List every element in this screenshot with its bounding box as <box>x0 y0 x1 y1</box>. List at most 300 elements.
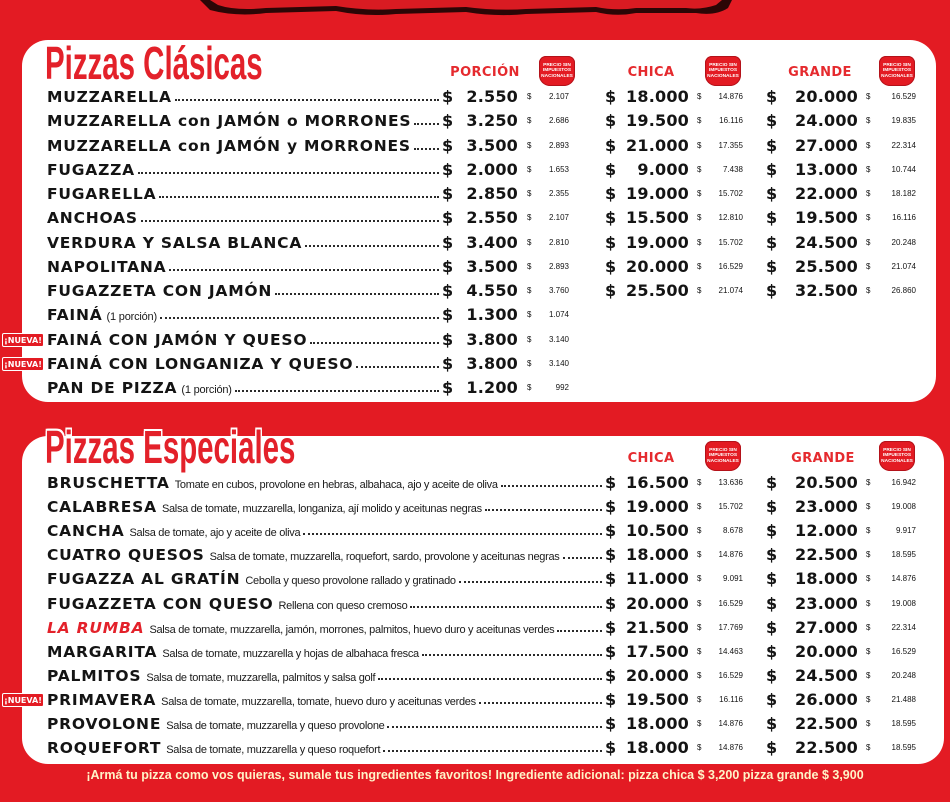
dot-leader <box>479 702 602 704</box>
chica-price: 20.000 <box>626 593 689 613</box>
porcion-net-price: 3.760 <box>548 286 569 296</box>
dot-leader <box>160 317 439 319</box>
grande-net-price: 18.182 <box>891 189 916 199</box>
dot-leader <box>557 630 602 632</box>
dot-leader <box>141 220 439 222</box>
chica-net-price: 7.438 <box>722 164 743 174</box>
porcion-net-price: 992 <box>555 383 569 393</box>
chica-net-price: 14.876 <box>718 743 743 753</box>
item-name-cell <box>47 303 439 327</box>
chica-net-price: 17.355 <box>718 140 743 150</box>
grande-currency: $ <box>766 281 778 301</box>
grande-net-currency: $ <box>866 92 871 101</box>
dot-leader <box>383 750 602 752</box>
grande-currency: $ <box>766 232 778 252</box>
grande-net-currency: $ <box>866 261 871 271</box>
chica-net-price: 8.678 <box>722 526 743 536</box>
item-name-cell <box>47 471 602 495</box>
porcion-net-price: 2.810 <box>548 237 569 247</box>
chica-currency: $ <box>605 665 617 685</box>
porcion-net-currency: $ <box>527 237 532 247</box>
chica-net-currency: $ <box>697 189 702 199</box>
porcion-net-price: 1.653 <box>548 164 569 174</box>
grande-net-currency: $ <box>866 743 871 753</box>
grande-price: 26.000 <box>795 689 858 709</box>
item-name-cell <box>47 592 602 616</box>
dot-leader <box>169 269 439 271</box>
porcion-currency: $ <box>442 353 454 373</box>
chica-currency: $ <box>605 208 617 228</box>
dot-leader <box>310 342 439 344</box>
menu-row <box>0 616 950 640</box>
grande-currency: $ <box>766 593 778 613</box>
grande-price: 19.500 <box>795 208 858 228</box>
chica-net-currency: $ <box>697 598 702 608</box>
porcion-net-currency: $ <box>527 358 532 368</box>
porcion-net-price: 1.074 <box>548 310 569 320</box>
item-description: Salsa de tomate, muzzarella, longaniza, ají molido y aceitunas negras <box>161 503 482 516</box>
grande-net-price: 14.876 <box>891 574 916 584</box>
porcion-net-currency: $ <box>527 164 532 174</box>
porcion-currency: $ <box>442 184 454 204</box>
chica-price: 18.000 <box>626 545 689 565</box>
porcion-net-price: 3.140 <box>548 358 569 368</box>
grande-price: 20.000 <box>795 87 858 106</box>
chica-net-currency: $ <box>697 140 702 150</box>
item-name: PALMITOS <box>47 666 142 685</box>
menu-row <box>0 206 950 230</box>
chica-price: 18.000 <box>626 738 689 758</box>
item-name: FUGAZZA AL GRATÍN <box>47 570 241 589</box>
menu-row <box>0 182 950 206</box>
item-name-cell <box>47 616 602 640</box>
dot-leader <box>356 366 439 368</box>
item-description: Salsa de tomate, ajo y aceite de oliva <box>129 527 301 540</box>
dot-leader <box>563 557 603 559</box>
chica-net-price: 16.529 <box>718 670 743 680</box>
grande-net-currency: $ <box>866 286 871 296</box>
chica-currency: $ <box>605 111 617 131</box>
grande-net-currency: $ <box>866 164 871 174</box>
grande-currency: $ <box>766 641 778 661</box>
menu-row <box>0 85 950 109</box>
item-name: PAN DE PIZZA <box>47 379 178 398</box>
item-name: ANCHOAS <box>47 209 138 228</box>
chica-currency: $ <box>605 184 617 204</box>
dot-leader <box>159 196 439 198</box>
grande-price: 25.500 <box>795 256 858 276</box>
menu-row <box>0 279 950 303</box>
porcion-currency: $ <box>442 135 454 155</box>
item-name-cell <box>47 519 602 543</box>
chica-net-currency: $ <box>697 261 702 271</box>
item-name: VERDURA Y SALSA BLANCA <box>47 233 303 252</box>
chica-currency: $ <box>605 569 617 589</box>
grande-net-price: 20.248 <box>891 670 916 680</box>
chica-currency: $ <box>605 714 617 733</box>
item-description: Salsa de tomate, muzzarella y queso roquefort <box>166 744 381 757</box>
grande-net-price: 22.314 <box>891 140 916 150</box>
item-name-cell <box>47 182 439 206</box>
item-description: Rellena con queso cremoso <box>278 599 408 612</box>
item-name-cell <box>47 231 439 255</box>
item-name: FUGAZZETA CON JAMÓN <box>47 282 273 301</box>
menu-row <box>0 158 950 182</box>
dot-leader <box>138 172 439 174</box>
item-name-cell <box>47 567 602 591</box>
grande-net-currency: $ <box>866 502 871 512</box>
grande-net-price: 19.008 <box>891 502 916 512</box>
porcion-currency: $ <box>442 208 454 228</box>
chica-net-currency: $ <box>697 164 702 174</box>
section-title-especiales: Pizzas Especiales <box>45 421 296 473</box>
section-title-clasicas: Pizzas Clásicas <box>45 37 263 89</box>
item-name: CANCHA <box>47 522 125 541</box>
porcion-currency: $ <box>442 378 454 398</box>
chica-currency: $ <box>605 232 617 252</box>
grande-currency: $ <box>766 689 778 709</box>
grande-price: 23.000 <box>795 497 858 517</box>
grande-net-price: 10.744 <box>891 164 916 174</box>
chica-net-price: 9.091 <box>722 574 743 584</box>
grande-net-currency: $ <box>866 237 871 247</box>
menu-row <box>0 303 950 327</box>
chica-net-currency: $ <box>697 574 702 584</box>
chica-price: 18.000 <box>626 87 689 106</box>
new-tag: ¡NUEVA! <box>2 693 44 707</box>
dot-leader <box>303 533 602 535</box>
column-header-grande: GRANDE <box>791 451 855 466</box>
grande-net-currency: $ <box>866 719 871 728</box>
chica-price: 11.000 <box>626 569 689 589</box>
chica-price: 19.000 <box>626 232 689 252</box>
chica-net-price: 12.810 <box>718 213 743 223</box>
porcion-net-currency: $ <box>527 310 532 320</box>
porcion-net-currency: $ <box>527 92 532 101</box>
tax-free-price-badge: PRECIO SIN IMPUESTOS NACIONALES <box>879 441 915 471</box>
chica-price: 21.000 <box>626 135 689 155</box>
porcion-price: 1.300 <box>466 305 518 325</box>
grande-price: 27.000 <box>795 135 858 155</box>
grande-net-currency: $ <box>866 574 871 584</box>
item-name: PROVOLONE <box>47 715 162 733</box>
porcion-price: 2.850 <box>466 184 518 204</box>
grande-price: 18.000 <box>795 569 858 589</box>
porcion-net-currency: $ <box>527 116 532 126</box>
grande-currency: $ <box>766 714 778 733</box>
grande-currency: $ <box>766 473 778 492</box>
menu-row <box>0 109 950 133</box>
grande-price: 24.500 <box>795 232 858 252</box>
porcion-net-price: 2.107 <box>548 213 569 223</box>
porcion-currency: $ <box>442 159 454 179</box>
chica-price: 19.000 <box>626 184 689 204</box>
menu-row <box>0 640 950 664</box>
menu-row <box>0 255 950 279</box>
item-name: MUZZARELLA con JAMÓN o MORRONES <box>47 112 412 131</box>
grande-price: 22.500 <box>795 738 858 758</box>
grande-price: 20.500 <box>795 473 858 492</box>
chica-price: 25.500 <box>626 281 689 301</box>
menu-row <box>0 688 950 712</box>
chica-net-price: 14.463 <box>718 646 743 656</box>
chica-currency: $ <box>605 281 617 301</box>
menu-row <box>0 471 950 495</box>
item-name-cell <box>47 206 439 230</box>
tax-free-price-badge: PRECIO SIN IMPUESTOS NACIONALES <box>879 56 915 86</box>
item-name-cell <box>47 109 439 133</box>
item-name: PRIMAVERA <box>47 690 157 709</box>
porcion-net-currency: $ <box>527 140 532 150</box>
new-tag: ¡NUEVA! <box>2 357 44 371</box>
grande-net-currency: $ <box>866 646 871 656</box>
grande-price: 23.000 <box>795 593 858 613</box>
chica-net-price: 16.529 <box>718 598 743 608</box>
grande-price: 22.500 <box>795 545 858 565</box>
chica-net-currency: $ <box>697 213 702 223</box>
item-name: FUGAZZA <box>47 160 135 179</box>
grande-currency: $ <box>766 208 778 228</box>
menu-row <box>0 134 950 158</box>
tax-free-price-badge: PRECIO SIN IMPUESTOS NACIONALES <box>539 56 575 86</box>
grande-net-price: 21.074 <box>891 261 916 271</box>
menu-row <box>0 543 950 567</box>
chica-price: 9.000 <box>637 159 689 179</box>
item-description: Cebolla y queso provolone rallado y gratinado <box>245 575 456 588</box>
chica-currency: $ <box>605 641 617 661</box>
porcion-price: 4.550 <box>466 281 518 301</box>
dot-leader <box>235 390 439 392</box>
chica-price: 16.500 <box>626 473 689 492</box>
grande-currency: $ <box>766 111 778 131</box>
grande-price: 22.500 <box>795 714 858 733</box>
dot-leader <box>410 606 602 608</box>
chica-price: 21.500 <box>626 617 689 637</box>
chica-currency: $ <box>605 689 617 709</box>
grande-currency: $ <box>766 521 778 541</box>
chica-price: 15.500 <box>626 208 689 228</box>
chica-net-price: 15.702 <box>718 237 743 247</box>
chica-currency: $ <box>605 473 617 492</box>
grande-currency: $ <box>766 545 778 565</box>
chica-net-price: 15.702 <box>718 502 743 512</box>
dot-leader <box>501 485 602 487</box>
menu-row <box>0 664 950 688</box>
dot-leader <box>414 123 439 125</box>
item-note: (1 porción) <box>106 311 157 324</box>
grande-net-price: 22.314 <box>891 622 916 632</box>
porcion-net-currency: $ <box>527 213 532 223</box>
item-description: Salsa de tomate, muzzarella, jamón, morrones, palmitos, huevo duro y aceitunas verdes <box>149 623 555 636</box>
chica-currency: $ <box>605 159 617 179</box>
chica-price: 19.500 <box>626 689 689 709</box>
item-name: FAINÁ CON JAMÓN Y QUESO <box>47 330 308 349</box>
item-name: NAPOLITANA <box>47 257 167 276</box>
grande-price: 12.000 <box>795 521 858 541</box>
porcion-net-price: 3.140 <box>548 334 569 344</box>
grande-price: 20.000 <box>795 641 858 661</box>
porcion-price: 3.800 <box>466 329 518 349</box>
grande-currency: $ <box>766 569 778 589</box>
dot-leader <box>422 654 602 656</box>
chica-currency: $ <box>605 256 617 276</box>
chica-net-currency: $ <box>697 237 702 247</box>
column-header-porcion: PORCIÓN <box>450 65 520 80</box>
menu-row <box>0 328 950 352</box>
grande-net-currency: $ <box>866 694 871 704</box>
grande-net-price: 9.917 <box>895 526 916 536</box>
item-name-cell <box>47 640 602 664</box>
chica-net-price: 13.636 <box>718 478 743 487</box>
chica-net-currency: $ <box>697 526 702 536</box>
chica-net-currency: $ <box>697 694 702 704</box>
chica-net-currency: $ <box>697 719 702 728</box>
item-name-cell <box>47 255 439 279</box>
tax-free-price-badge: PRECIO SIN IMPUESTOS NACIONALES <box>705 441 741 471</box>
porcion-net-currency: $ <box>527 383 532 393</box>
item-name: CALABRESA <box>47 498 157 517</box>
porcion-price: 1.200 <box>466 378 518 398</box>
dot-leader <box>275 293 439 295</box>
chica-net-currency: $ <box>697 286 702 296</box>
grande-net-currency: $ <box>866 598 871 608</box>
item-name: ROQUEFORT <box>47 739 162 758</box>
item-name-cell <box>47 543 602 567</box>
porcion-net-currency: $ <box>527 261 532 271</box>
grande-price: 22.000 <box>795 184 858 204</box>
grande-net-price: 18.595 <box>891 743 916 753</box>
porcion-net-currency: $ <box>527 189 532 199</box>
porcion-price: 3.400 <box>466 232 518 252</box>
grande-currency: $ <box>766 135 778 155</box>
menu-row <box>0 376 950 400</box>
chica-net-price: 16.529 <box>718 261 743 271</box>
item-note: (1 porción) <box>181 384 232 397</box>
grande-price: 13.000 <box>795 159 858 179</box>
item-name: FUGARELLA <box>47 185 157 204</box>
chica-net-currency: $ <box>697 670 702 680</box>
porcion-currency: $ <box>442 87 454 106</box>
grande-currency: $ <box>766 87 778 106</box>
menu-row <box>0 519 950 543</box>
grande-net-currency: $ <box>866 189 871 199</box>
grande-net-currency: $ <box>866 550 871 560</box>
porcion-net-price: 2.107 <box>548 92 569 101</box>
chica-net-price: 14.876 <box>718 550 743 560</box>
chica-net-price: 17.769 <box>718 622 743 632</box>
grande-currency: $ <box>766 256 778 276</box>
porcion-price: 3.250 <box>466 111 518 131</box>
porcion-price: 2.000 <box>466 159 518 179</box>
grande-net-price: 19.008 <box>891 598 916 608</box>
chica-price: 17.500 <box>626 641 689 661</box>
porcion-currency: $ <box>442 111 454 131</box>
chica-price: 20.000 <box>626 256 689 276</box>
chica-currency: $ <box>605 738 617 758</box>
grande-net-price: 16.529 <box>891 646 916 656</box>
chica-net-currency: $ <box>697 646 702 656</box>
grande-net-currency: $ <box>866 478 871 487</box>
chica-currency: $ <box>605 521 617 541</box>
porcion-net-currency: $ <box>527 286 532 296</box>
porcion-price: 3.800 <box>466 353 518 373</box>
porcion-net-currency: $ <box>527 334 532 344</box>
chica-price: 19.000 <box>626 497 689 517</box>
porcion-price: 3.500 <box>466 135 518 155</box>
grande-net-price: 18.595 <box>891 719 916 728</box>
grande-net-currency: $ <box>866 116 871 126</box>
item-name-cell <box>47 495 602 519</box>
grande-net-price: 16.942 <box>891 478 916 487</box>
porcion-price: 3.500 <box>466 256 518 276</box>
item-description: Tomate en cubos, provolone en hebras, albahaca, ajo y aceite de oliva <box>174 479 498 491</box>
item-name-cell <box>47 712 602 736</box>
grande-currency: $ <box>766 184 778 204</box>
porcion-net-price: 2.893 <box>548 140 569 150</box>
grande-price: 24.000 <box>795 111 858 131</box>
item-description: Salsa de tomate, muzzarella, roquefort, sardo, provolone y aceitunas negras <box>209 551 560 564</box>
chica-net-currency: $ <box>697 743 702 753</box>
porcion-price: 2.550 <box>466 87 518 106</box>
grande-net-currency: $ <box>866 213 871 223</box>
dot-leader <box>305 245 439 247</box>
porcion-net-price: 2.355 <box>548 189 569 199</box>
grande-net-price: 21.488 <box>891 694 916 704</box>
item-name: FAINÁ <box>47 306 103 325</box>
dot-leader <box>485 509 602 511</box>
footer-note: ¡Armá tu pizza como vos quieras, sumale tus ingredientes favoritos! Ingrediente adicional: pizza chica $ 3,200 pizza grande $ 3,900 <box>86 768 864 782</box>
chica-currency: $ <box>605 497 617 517</box>
item-name: FAINÁ CON LONGANIZA Y QUESO <box>47 354 354 373</box>
grande-net-price: 16.116 <box>892 213 916 223</box>
chica-net-price: 21.074 <box>718 286 743 296</box>
chica-net-price: 16.116 <box>719 694 743 704</box>
grande-net-price: 16.529 <box>891 92 916 101</box>
grande-currency: $ <box>766 159 778 179</box>
item-name-cell <box>47 279 439 303</box>
menu-row <box>0 231 950 255</box>
item-name-cell <box>47 352 439 376</box>
column-header-chica: CHICA <box>627 65 675 80</box>
column-header-grande: GRANDE <box>788 65 852 80</box>
item-name-cell <box>47 376 439 400</box>
tax-free-price-badge: PRECIO SIN IMPUESTOS NACIONALES <box>705 56 741 86</box>
item-name-cell <box>47 736 602 760</box>
item-name-cell <box>47 664 602 688</box>
grande-currency: $ <box>766 497 778 517</box>
menu-row <box>0 736 950 760</box>
porcion-currency: $ <box>442 232 454 252</box>
chica-currency: $ <box>605 87 617 106</box>
dot-leader <box>378 678 602 680</box>
item-description: Salsa de tomate, muzzarella y queso provolone <box>166 720 385 732</box>
grande-currency: $ <box>766 665 778 685</box>
logo-fragment <box>196 0 736 18</box>
item-name-cell <box>47 134 439 158</box>
chica-net-price: 16.116 <box>719 116 743 126</box>
item-name-cell <box>47 158 439 182</box>
dot-leader <box>414 148 439 150</box>
chica-net-price: 15.702 <box>718 189 743 199</box>
grande-currency: $ <box>766 617 778 637</box>
grande-price: 24.500 <box>795 665 858 685</box>
menu-row <box>0 352 950 376</box>
grande-price: 27.000 <box>795 617 858 637</box>
item-name: BRUSCHETTA <box>47 474 170 492</box>
chica-price: 20.000 <box>626 665 689 685</box>
item-name-cell <box>47 688 602 712</box>
chica-net-currency: $ <box>697 478 702 487</box>
